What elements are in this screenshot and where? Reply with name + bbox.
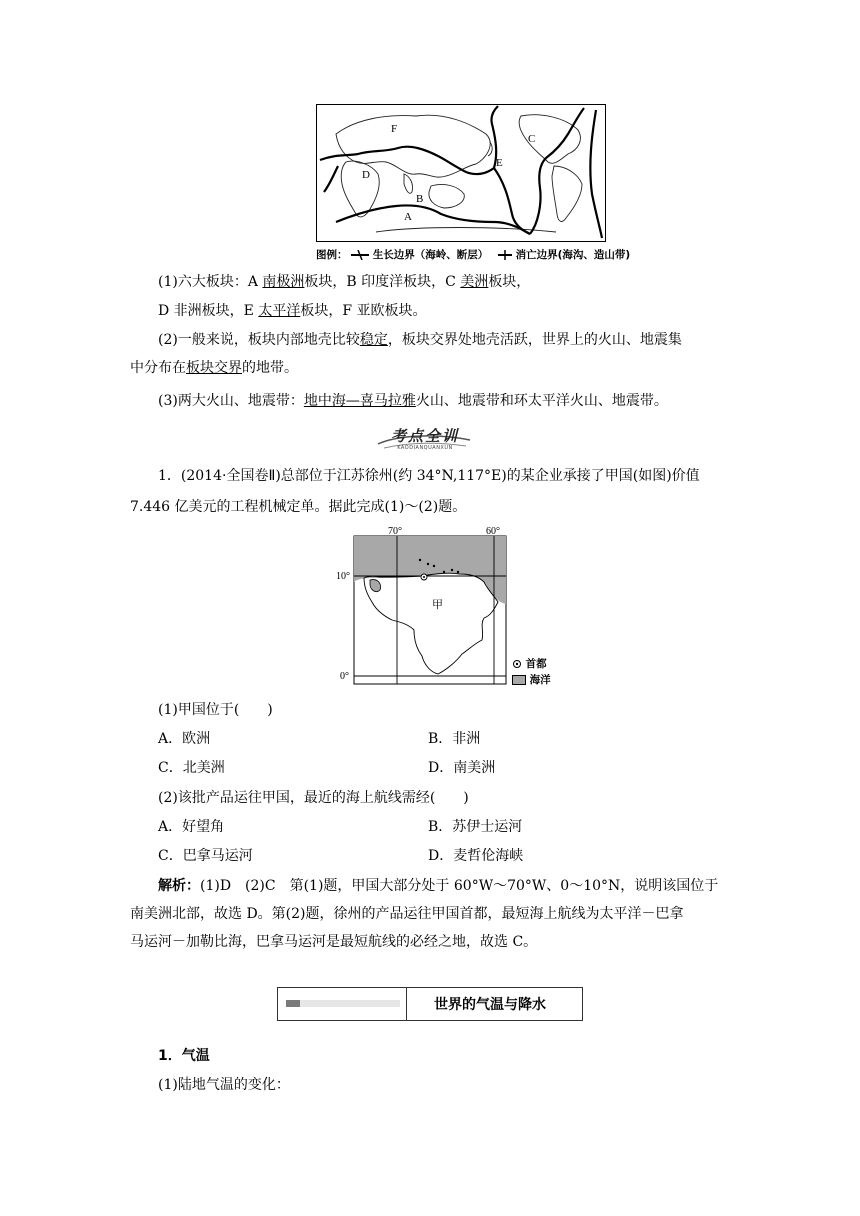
section-bar <box>286 1000 400 1007</box>
analysis-label: 解析： <box>158 878 200 894</box>
plate-label-d: D <box>362 169 370 181</box>
banner-title: 考点全训 <box>390 427 459 445</box>
plates-para-2-line-1: (2)一般来说，板块内部地壳比较稳定，板块交界处地壳活跃，世界上的火山、地震集 <box>158 332 682 348</box>
ocean-swatch-icon <box>512 675 526 685</box>
sub2-option-d: D．麦哲伦海峡 <box>428 848 524 864</box>
growth-boundary-icon <box>351 250 369 260</box>
world-plate-map <box>316 104 606 242</box>
legend-ocean: 海洋 <box>529 674 551 686</box>
lon-label-60: 60° <box>486 526 500 537</box>
plate-label-a: A <box>404 211 412 223</box>
sub1-option-b: B．非洲 <box>428 731 481 747</box>
answer-stable: 稳定 <box>359 332 388 348</box>
plates-line-2: D 非洲板块，E 太平洋板块，F 亚欧板块。 <box>158 303 427 319</box>
sub1-option-c: C．北美洲 <box>158 760 225 776</box>
sub1-option-d: D．南美洲 <box>428 760 496 776</box>
answer-boundary: 板块交界 <box>186 360 242 376</box>
answer-belt: 地中海—喜马拉雅 <box>303 393 416 409</box>
banner-subtitle: KAODIANQUANXUN <box>397 445 453 451</box>
analysis-line-1: 解析：(1)D (2)C 第(1)题，甲国大部分处于 60°W～70°W、0～10°N，说明该国位于 <box>158 878 719 894</box>
legend-capital: 首都 <box>525 658 547 670</box>
legend-prefix: 图例： <box>316 249 348 261</box>
country-label: 甲 <box>432 599 443 611</box>
legend-subduction: 消亡边界(海沟、造山带) <box>515 249 631 261</box>
plates-para-2-line-2: 中分布在板块交界的地带。 <box>130 360 298 376</box>
sub1-option-a: A．欧洲 <box>158 731 211 747</box>
temperature-sub: (1)陆地气温的变化： <box>158 1077 290 1093</box>
section-title: 世界的气温与降水 <box>434 997 546 1013</box>
analysis-line-3: 马运河－加勒比海，巴拿马运河是最短航线的必经之地，故选 C。 <box>130 934 538 950</box>
plate-label-c: C <box>528 133 536 145</box>
section-header <box>277 987 583 1021</box>
question-1-line-2: 7.446 亿美元的工程机械定单。据此完成(1)～(2)题。 <box>130 499 467 515</box>
legend-ocean-row <box>512 672 551 688</box>
world-plate-map-svg <box>316 104 606 242</box>
sub2-option-b: B．苏伊士运河 <box>428 819 523 835</box>
question-source: 全国卷Ⅱ <box>226 468 276 484</box>
analysis-line-2: 南美洲北部，故选 D。第(2)题，徐州的产品运往甲国首都，最短海上航线为太平洋－巴拿 <box>130 906 684 922</box>
sub-question-2-prompt: (2)该批产品运往甲国，最近的海上航线需经( ) <box>158 790 469 806</box>
country-map-legend <box>512 656 551 688</box>
section-divider <box>406 988 407 1020</box>
practice-banner <box>370 424 480 454</box>
temperature-heading: 1．气温 <box>158 1048 210 1064</box>
legend-capital-row <box>512 656 551 672</box>
lon-label-70: 70° <box>388 526 402 537</box>
sub-question-1-prompt: (1)甲国位于( ) <box>158 702 273 718</box>
plate-label-e: E <box>496 157 503 169</box>
legend-growth: 生长边界（海岭、断层） <box>372 249 489 261</box>
plates-line-1: (1)六大板块：A 南极洲板块，B 印度洋板块，C 美洲板块， <box>158 274 531 290</box>
answer-pacific: 太平洋 <box>258 303 301 319</box>
sub2-option-a: A．好望角 <box>158 819 225 835</box>
plate-label-f: F <box>391 123 398 135</box>
lat-label-0: 0° <box>340 671 349 682</box>
question-1-line-1: 1．(2014·全国卷Ⅱ)总部位于江苏徐州(约 34°N,117°E)的某企业承接了甲国(如图)价值 <box>158 468 700 484</box>
answer-antarctic: 南极洲 <box>262 274 305 290</box>
subduction-boundary-icon <box>498 250 512 260</box>
lat-label-10: 10° <box>336 571 350 582</box>
answer-america: 美洲 <box>460 274 489 290</box>
section-bar-cap <box>286 1000 300 1007</box>
plate-label-b: B <box>416 193 424 205</box>
country-map <box>334 524 564 690</box>
capital-icon <box>512 659 522 669</box>
sub2-option-c: C．巴拿马运河 <box>158 848 253 864</box>
plates-para-3: (3)两大火山、地震带：地中海—喜马拉雅火山、地震带和环太平洋火山、地震带。 <box>158 393 668 409</box>
world-map-legend <box>316 247 630 262</box>
